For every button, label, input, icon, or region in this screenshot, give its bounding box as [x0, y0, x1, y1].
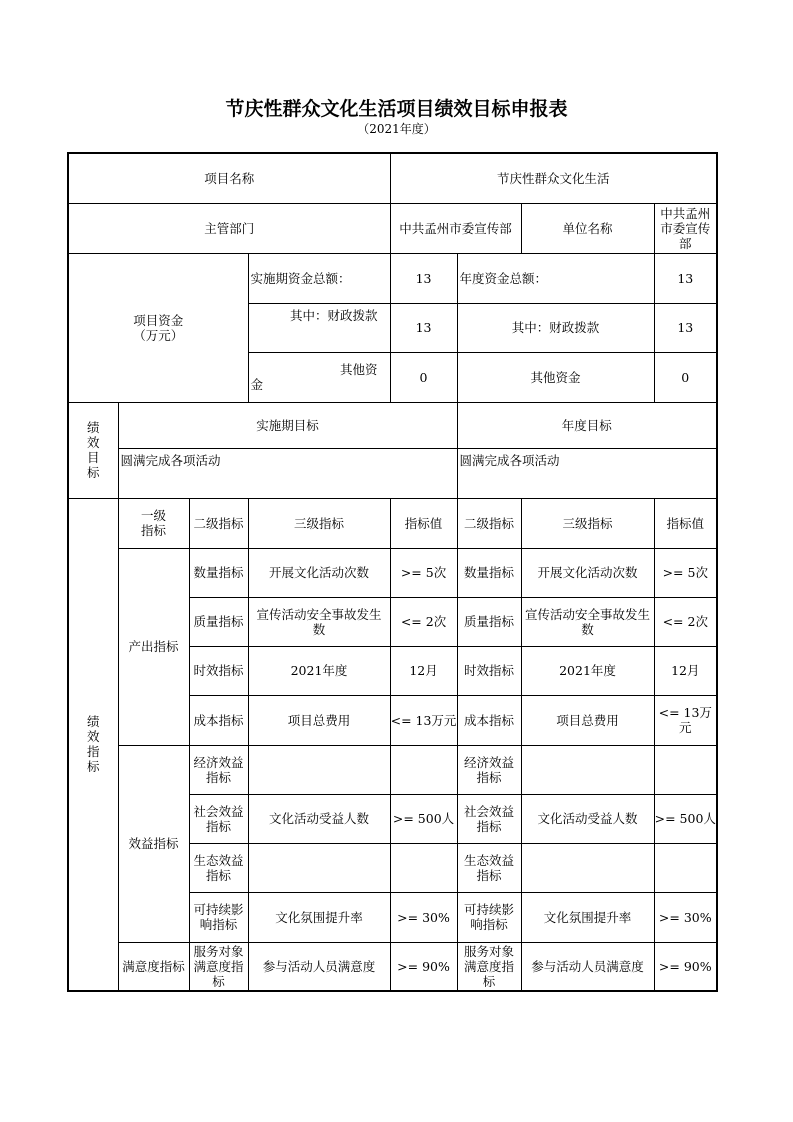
indicator-l2: 数量指标 — [189, 548, 248, 597]
dept-value: 中共孟州市委宣传部 — [390, 203, 521, 253]
impl-goal-text: 圆满完成各项活动 — [118, 448, 457, 498]
header-value-b: 指标值 — [654, 498, 717, 548]
indicator-l3-b: 2021年度 — [521, 646, 654, 695]
impl-other-label — [248, 352, 390, 402]
goals-text-row — [68, 448, 717, 498]
indicator-value: >= 500人 — [390, 794, 457, 843]
indicator-l2-b: 质量指标 — [457, 597, 521, 646]
indicator-l3-b: 文化氛围提升率 — [521, 892, 654, 942]
project-name-value: 节庆性群众文化生活 — [390, 153, 717, 203]
indicator-l3: 开展文化活动次数 — [248, 548, 390, 597]
funds-label-line1: 项目资金 — [133, 312, 184, 328]
header-value: 指标值 — [390, 498, 457, 548]
indicator-value-b: 12月 — [654, 646, 717, 695]
goals-label — [68, 402, 118, 498]
form-table-wrapper — [67, 152, 718, 992]
dept-row — [68, 203, 717, 253]
indicator-value: 12月 — [390, 646, 457, 695]
indicator-l3-b — [521, 843, 654, 892]
indicator-l2-b: 成本指标 — [457, 695, 521, 745]
impl-other-label-a: 其他资 — [340, 362, 378, 377]
indicator-l2-b: 可持续影响指标 — [457, 892, 521, 942]
impl-other-label-b: 金 — [250, 377, 264, 392]
indicator-l2: 社会效益指标 — [189, 794, 248, 843]
header-level2-b: 二级指标 — [457, 498, 521, 548]
year-goal-text: 圆满完成各项活动 — [457, 448, 717, 498]
indicator-value: >= 5次 — [390, 548, 457, 597]
indicator-l3-b: 文化活动受益人数 — [521, 794, 654, 843]
goals-header-row — [68, 402, 717, 448]
indicator-row — [68, 548, 717, 597]
unit-value: 中共孟州市委宣传部 — [654, 203, 717, 253]
output-indicator-label: 产出指标 — [118, 548, 189, 745]
indicator-value-b — [654, 843, 717, 892]
indicator-l3: 宣传活动安全事故发生数 — [248, 597, 390, 646]
indicator-value-b: >= 5次 — [654, 548, 717, 597]
funds-label — [68, 253, 248, 402]
year-total-value: 13 — [654, 253, 717, 303]
year-goal-header: 年度目标 — [457, 402, 717, 448]
indicator-l2-b: 社会效益指标 — [457, 794, 521, 843]
indicator-l3-b: 参与活动人员满意度 — [521, 942, 654, 991]
indicator-value — [390, 843, 457, 892]
year-fiscal-label: 其中：财政拨款 — [457, 303, 654, 352]
indicator-l2: 可持续影响指标 — [189, 892, 248, 942]
indicator-l2-b: 经济效益指标 — [457, 745, 521, 794]
header-level3-b: 三级指标 — [521, 498, 654, 548]
impl-goal-header: 实施期目标 — [118, 402, 457, 448]
indicator-header-row — [68, 498, 717, 548]
goals-label-text: 绩效目标 — [87, 420, 100, 480]
header-level2: 二级指标 — [189, 498, 248, 548]
indicator-l3: 2021年度 — [248, 646, 390, 695]
page-subtitle: （2021年度） — [357, 122, 436, 136]
year-other-value: 0 — [654, 352, 717, 402]
indicator-l3-b: 开展文化活动次数 — [521, 548, 654, 597]
indicator-l2: 生态效益指标 — [189, 843, 248, 892]
indicator-l3-b — [521, 745, 654, 794]
indicator-row — [68, 942, 717, 991]
indicator-value-b: <= 2次 — [654, 597, 717, 646]
project-name-label: 项目名称 — [68, 153, 390, 203]
performance-goal-table — [67, 152, 718, 992]
impl-fiscal-label: 其中：财政拨款 — [248, 303, 390, 352]
unit-label: 单位名称 — [521, 203, 654, 253]
dept-label: 主管部门 — [68, 203, 390, 253]
indicator-value: <= 2次 — [390, 597, 457, 646]
impl-other-value: 0 — [390, 352, 457, 402]
header-level3: 三级指标 — [248, 498, 390, 548]
indicator-l2: 经济效益指标 — [189, 745, 248, 794]
indicator-value: <= 13万元 — [390, 695, 457, 745]
indicator-l3-b: 项目总费用 — [521, 695, 654, 745]
indicator-l2-b: 生态效益指标 — [457, 843, 521, 892]
funds-total-row — [68, 253, 717, 303]
indicator-l2: 时效指标 — [189, 646, 248, 695]
indicator-l3 — [248, 745, 390, 794]
indicator-l2: 成本指标 — [189, 695, 248, 745]
satisfaction-indicator-label: 满意度指标 — [118, 942, 189, 991]
impl-total-value: 13 — [390, 253, 457, 303]
funds-label-line2: （万元） — [133, 327, 184, 343]
indicator-value-b: <= 13万元 — [654, 695, 717, 745]
indicator-l3: 文化氛围提升率 — [248, 892, 390, 942]
indicator-value-b: >= 90% — [654, 942, 717, 991]
year-fiscal-value: 13 — [654, 303, 717, 352]
indicator-value-b: >= 500人 — [654, 794, 717, 843]
indicator-row — [68, 745, 717, 794]
indicator-value-b: >= 30% — [654, 892, 717, 942]
indicator-l3: 文化活动受益人数 — [248, 794, 390, 843]
indicator-l2: 服务对象满意度指标 — [189, 942, 248, 991]
indicator-l2-b: 时效指标 — [457, 646, 521, 695]
indicator-l2-b: 服务对象满意度指标 — [457, 942, 521, 991]
indicator-value: >= 90% — [390, 942, 457, 991]
indicator-value — [390, 745, 457, 794]
indicator-l3-b: 宣传活动安全事故发生数 — [521, 597, 654, 646]
page-title: 节庆性群众文化生活项目绩效目标申报表 — [225, 98, 568, 120]
benefit-indicator-label: 效益指标 — [118, 745, 189, 942]
indicator-l3: 参与活动人员满意度 — [248, 942, 390, 991]
indicators-label — [68, 498, 118, 991]
year-other-label: 其他资金 — [457, 352, 654, 402]
impl-total-label: 实施期资金总额： — [248, 253, 390, 303]
indicator-value: >= 30% — [390, 892, 457, 942]
indicator-l3: 项目总费用 — [248, 695, 390, 745]
year-total-label: 年度资金总额： — [457, 253, 654, 303]
impl-fiscal-value: 13 — [390, 303, 457, 352]
indicators-label-text: 绩效指标 — [87, 714, 100, 775]
indicator-l2: 质量指标 — [189, 597, 248, 646]
indicator-l3 — [248, 843, 390, 892]
indicator-value-b — [654, 745, 717, 794]
header-level1: 一级指标 — [118, 498, 189, 548]
project-name-row — [68, 153, 717, 203]
indicator-l2-b: 数量指标 — [457, 548, 521, 597]
